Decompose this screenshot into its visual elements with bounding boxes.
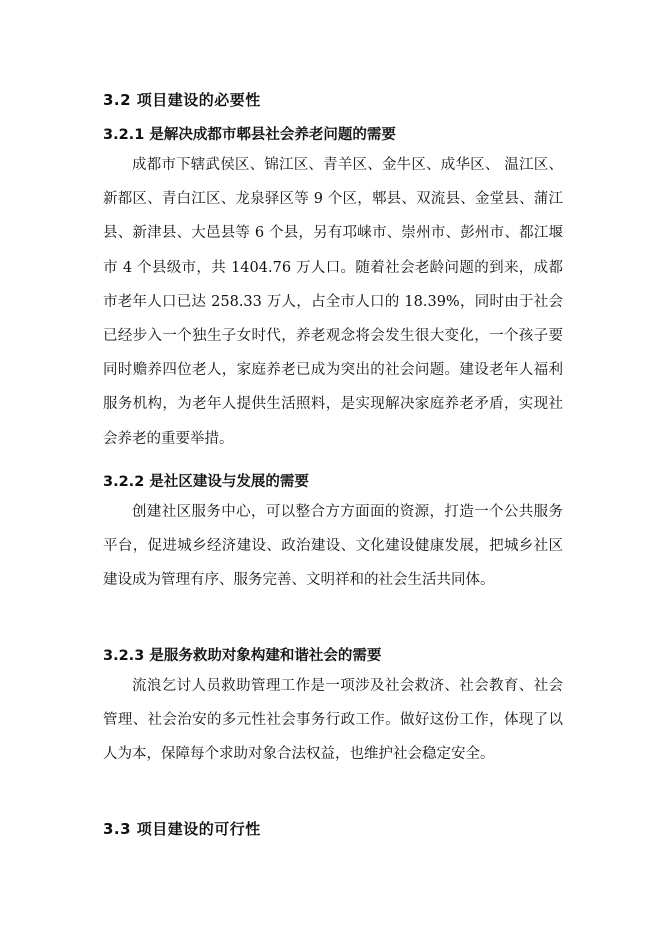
- section-3-2-3-heading: 3.2.3 是服务救助对象构建和谐社会的需要: [103, 648, 382, 664]
- section-3-2-1-body: 成都市下辖武侯区、锦江区、青羊区、金牛区、成华区、 温江区、新都区、青白江区、龙泉驿区等 9 个区，郫县、双流县、金堂县、蒲江县、新津县、大邑县等 6 个县，另有邛崃市、崇州市、彭州市、都江堰市 4 个县级市，共 1404.76 万人口。随着社会老龄问题的到来，成都市老年人口已达 258.33 万人，占全市人口的 18.39%，同时由于社会已经步入一个独生子女时代，养老观念将会发生很大变化，一个孩子要同时赡养四位老人，家庭养老已成为突出的社会问题。建设老年人福利服务机构，为老年人提供生活照料，是实现解决家庭养老矛盾，实现社会养老的重要举措。: [103, 157, 563, 447]
- section-3-2-1-heading: 3.2.1 是解决成都市郫县社会养老问题的需要: [103, 127, 396, 143]
- section-3-3-heading: 3.3 项目建设的可行性: [103, 820, 261, 838]
- section-3-2-heading: 3.2 项目建设的必要性: [103, 91, 261, 109]
- section-3-2-2-heading: 3.2.2 是社区建设与发展的需要: [103, 474, 309, 490]
- section-3-2-3-body: 流浪乞讨人员救助管理工作是一项涉及社会救济、社会教育、社会管理、社会治安的多元性社会事务行政工作。做好这份工作，体现了以人为本，保障每个求助对象合法权益，也维护社会稳定安全。: [103, 678, 563, 763]
- section-3-2-2-body: 创建社区服务中心，可以整合方方面面的资源，打造一个公共服务平台，促进城乡经济建设、政治建设、文化建设健康发展，把城乡社区建设成为管理有序、服务完善、文明祥和的社会生活共同体。: [103, 504, 563, 589]
